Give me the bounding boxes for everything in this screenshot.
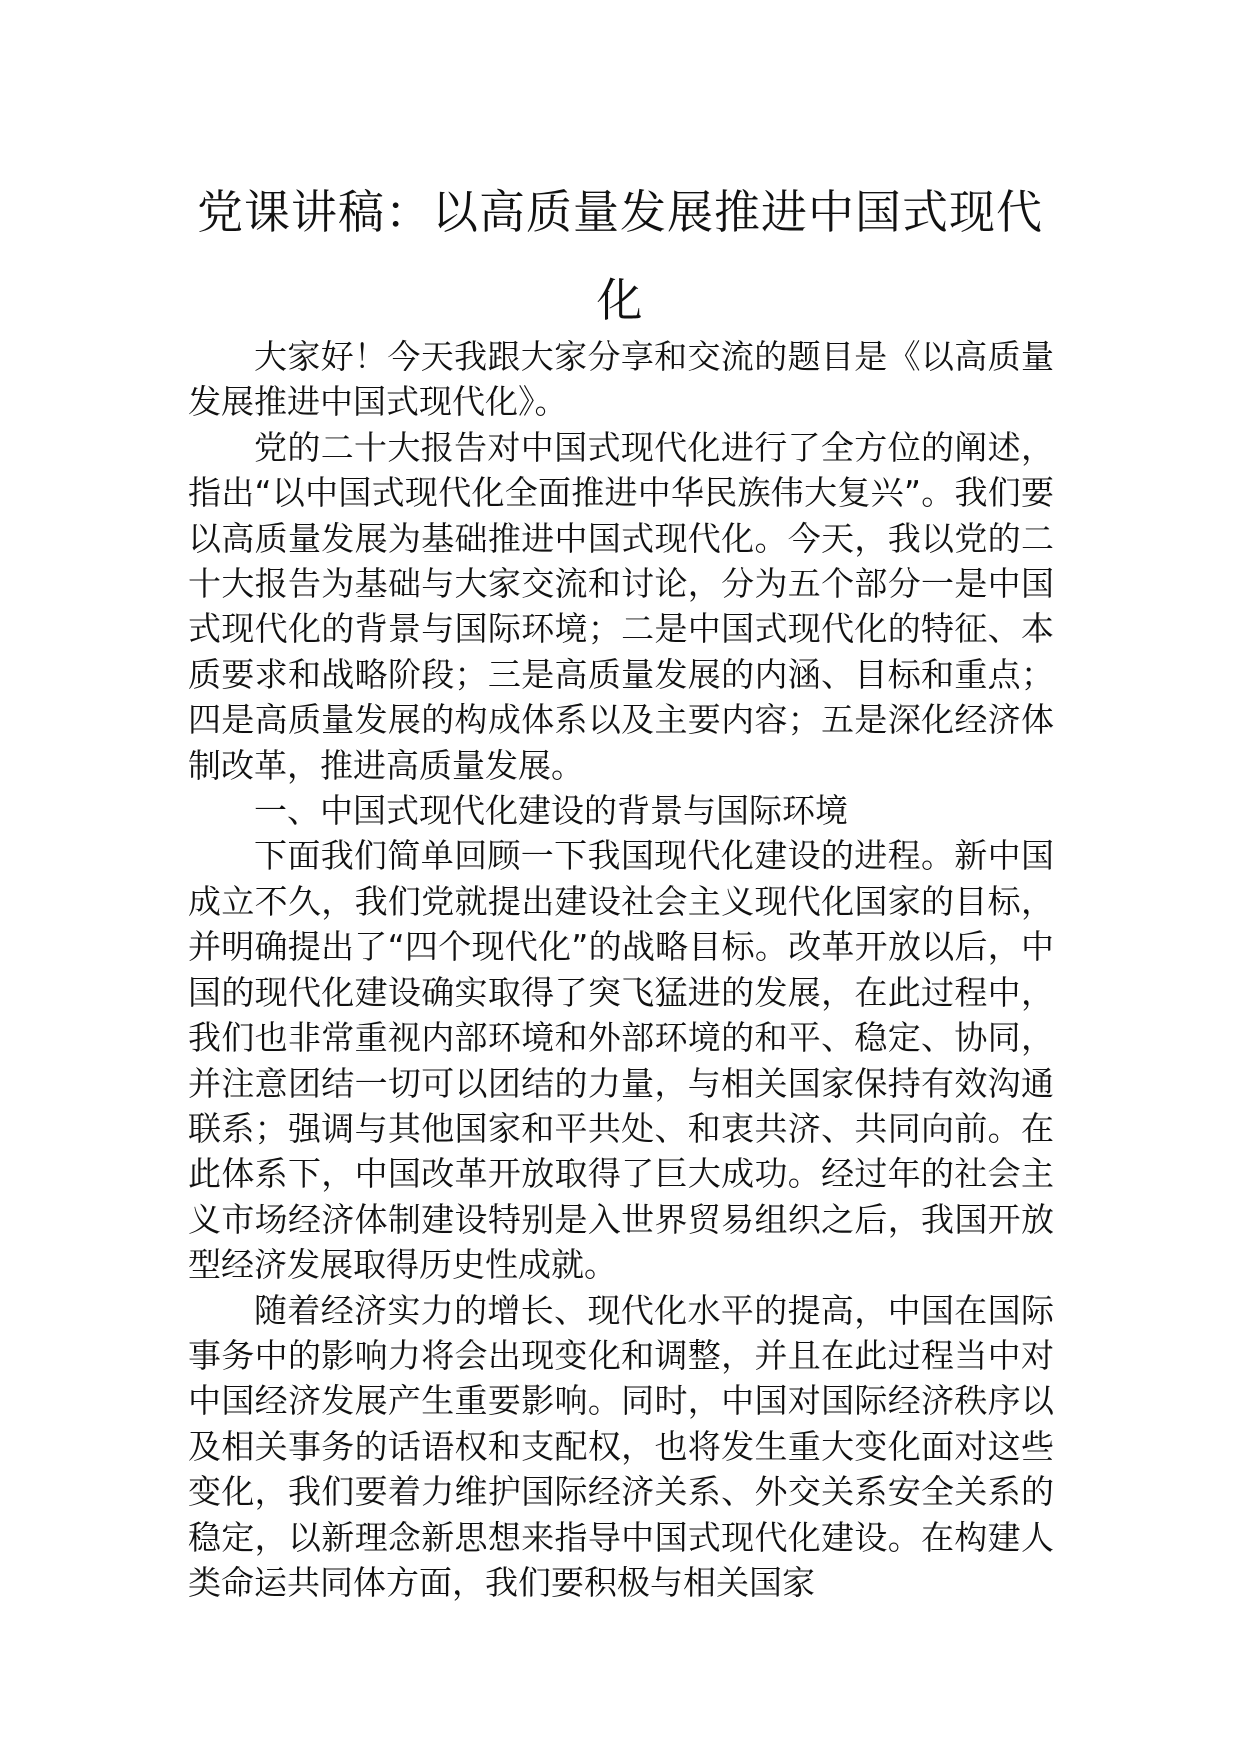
section-heading-1: 一、中国式现代化建设的背景与国际环境	[254, 791, 848, 831]
paragraph-overview: 党的二十大报告对中国式现代化进行了全方位的阐述，指出“以中国式现代化全面推进中华民族伟大复兴”。我们要以高质量发展为基础推进中国式现代化。今天，我以党的二十大报告为基础与大家交流和讨论，分为五个部分一是中国式现代化的背景与国际环境；二是中国式现代化的特征、本质要求和战略阶段；三是高质量发展的内涵、目标和重点；四是高质量发展的构成体系以及主要内容；五是深化经济体制改革，推进高质量发展。	[188, 427, 1054, 785]
paragraph-influence: 随着经济实力的增长、现代化水平的提高，中国在国际事务中的影响力将会出现变化和调整，并且在此过程当中对中国经济发展产生重要影响。同时，中国对国际经济秩序以及相关事务的话语权和支配权，也将发生重大变化面对这些变化，我们要着力维护国际经济关系、外交关系安全关系的稳定，以新理念新思想来指导中国式现代化建设。在构建人类命运共同体方面，我们要积极与相关国家	[188, 1290, 1054, 1602]
paragraph-greeting: 大家好！今天我跟大家分享和交流的题目是《以高质量发展推进中国式现代化》。	[188, 337, 1054, 422]
paragraph-history: 下面我们简单回顾一下我国现代化建设的进程。新中国成立不久，我们党就提出建设社会主义现代化国家的目标，并明确提出了“四个现代化”的战略目标。改革开放以后，中国的现代化建设确实取得了突飞猛进的发展，在此过程中，我们也非常重视内部环境和外部环境的和平、稳定、协同，并注意团结一切可以团结的力量，与相关国家保持有效沟通联系；强调与其他国家和平共处、和衷共济、共同向前。在此体系下，中国改革开放取得了巨大成功。经过年的社会主义市场经济体制建设特别是入世界贸易组织之后，我国开放型经济发展取得历史性成就。	[188, 836, 1054, 1285]
document-body	[188, 334, 1054, 1605]
document-title: 党课讲稿：以高质量发展推进中国式现代化	[197, 185, 1043, 327]
